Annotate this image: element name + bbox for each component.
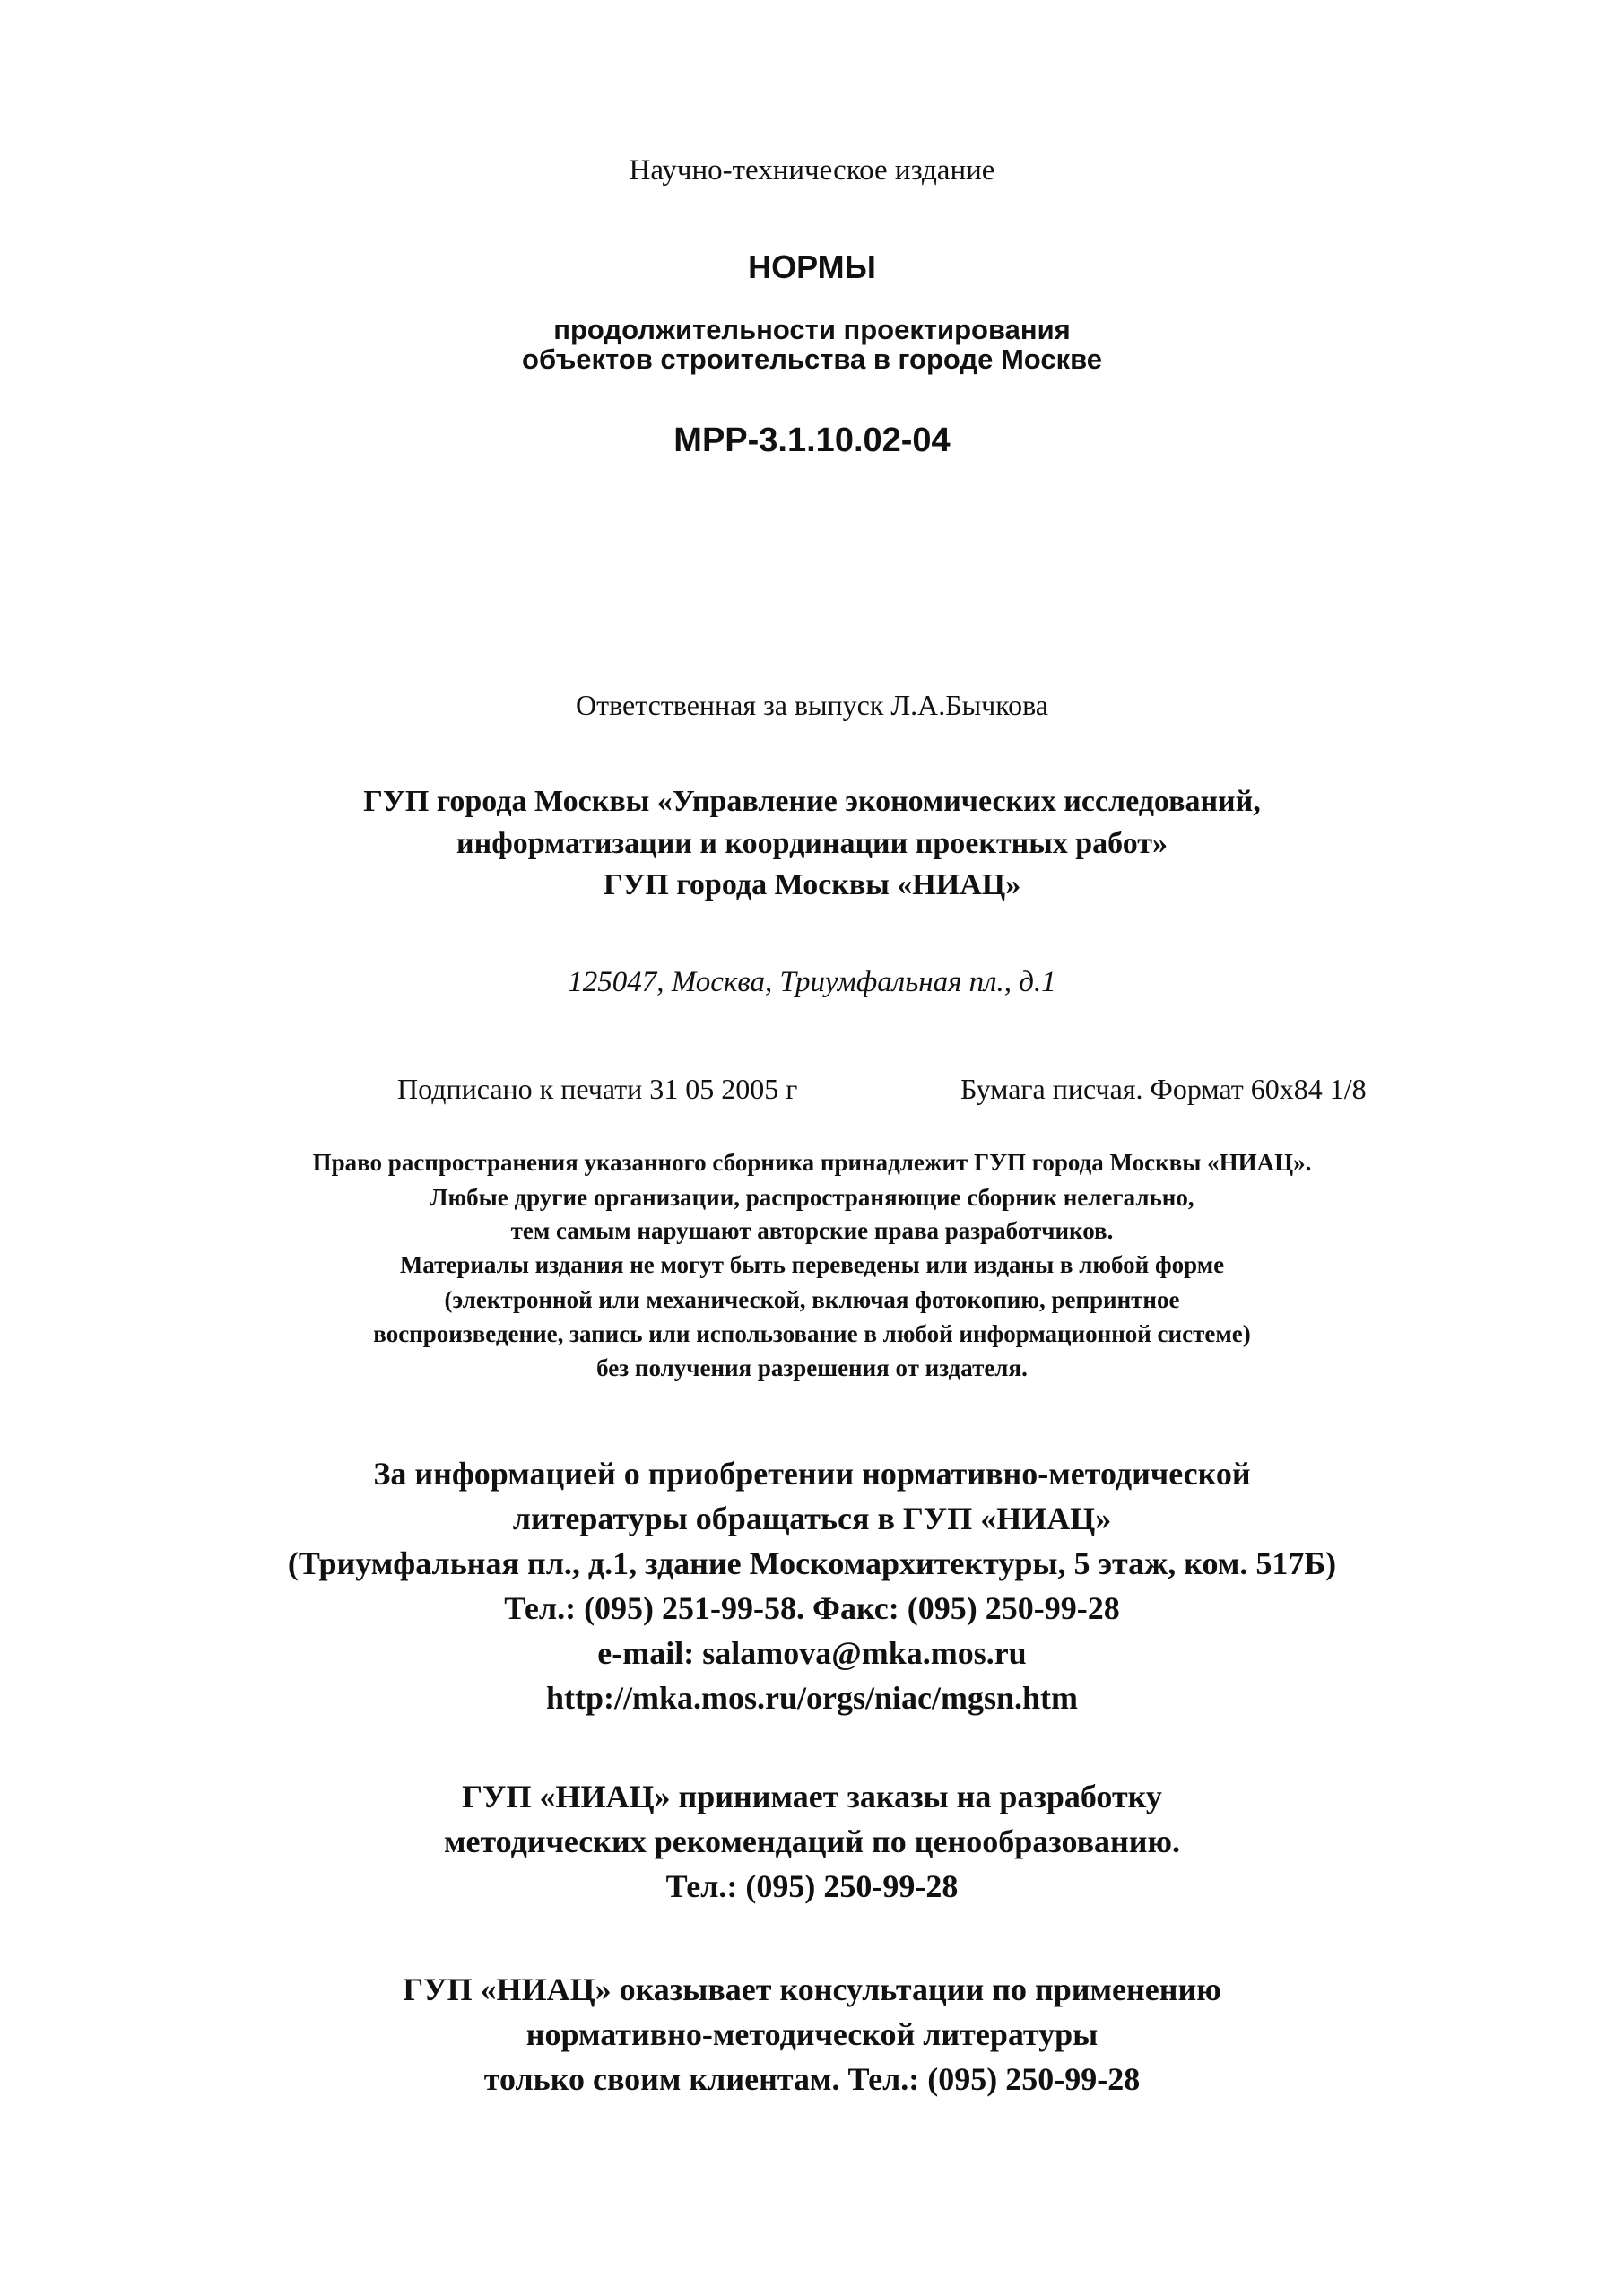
consult-phone-line: только своим клиентам. Тел.: (095) 250-99-28 <box>483 2061 1141 2097</box>
copyright-line: Право распространения указанного сборника принадлежит ГУП города Москвы «НИАЦ». <box>312 1149 1312 1176</box>
contact-phone-line: Тел.: (095) 251-99-58. Факс: (095) 250-99-28 <box>504 1590 1120 1626</box>
contact-line: За информацией о приобретении нормативно-методической <box>373 1456 1251 1492</box>
publisher-line-3: ГУП города Москвы «НИАЦ» <box>603 868 1021 901</box>
publisher-address: 125047, Москва, Триумфальная пл., д.1 <box>568 966 1056 998</box>
orders-phone: Тел.: (095) 250-99-28 <box>665 1868 959 1904</box>
orders-line: методических рекомендаций по ценообразованию. <box>443 1823 1181 1859</box>
subtitle-line-1: продолжительности проектирования <box>553 314 1071 345</box>
subtitle-line-2: объектов строительства в городе Москве <box>522 344 1102 375</box>
consult-line: ГУП «НИАЦ» оказывает консультации по применению <box>403 1971 1221 2007</box>
copyright-line: (электронной или механической, включая фотокопию, репринтное <box>444 1286 1180 1313</box>
publisher-line-2: информатизации и координации проектных работ» <box>456 827 1168 860</box>
signed-for-print: Подписано к печати 31 05 2005 г <box>397 1073 798 1105</box>
contact-website: http://mka.mos.ru/orgs/niac/mgsn.htm <box>545 1680 1079 1716</box>
copyright-line: без получения разрешения от издателя. <box>596 1354 1028 1381</box>
document-title: НОРМЫ <box>748 248 876 285</box>
publisher-line-1: ГУП города Москвы «Управление экономических исследований, <box>363 785 1261 818</box>
contact-email: e-mail: salamova@mka.mos.ru <box>597 1635 1027 1671</box>
contact-line: (Триумфальная пл., д.1, здание Москомархитектуры, 5 этаж, ком. 517Б) <box>287 1545 1337 1581</box>
contact-line: литературы обращаться в ГУП «НИАЦ» <box>512 1501 1112 1536</box>
copyright-line: тем самым нарушают авторские права разработчиков. <box>510 1217 1114 1244</box>
paper-format: Бумага писчая. Формат 60х84 1/8 <box>960 1073 1367 1105</box>
orders-line: ГУП «НИАЦ» принимает заказы на разработку <box>462 1779 1162 1814</box>
consult-line: нормативно-методической литературы <box>525 2016 1099 2052</box>
copyright-line: Материалы издания не могут быть переведены или изданы в любой форме <box>399 1251 1225 1278</box>
copyright-line: воспроизведение, запись или использование в любой информационной системе) <box>373 1320 1251 1347</box>
copyright-line: Любые другие организации, распространяющие сборник нелегально, <box>430 1184 1194 1211</box>
document-code: МРР-3.1.10.02-04 <box>673 422 951 459</box>
responsible-person: Ответственная за выпуск Л.А.Бычкова <box>576 689 1048 721</box>
edition-type: Научно-техническое издание <box>629 154 995 187</box>
